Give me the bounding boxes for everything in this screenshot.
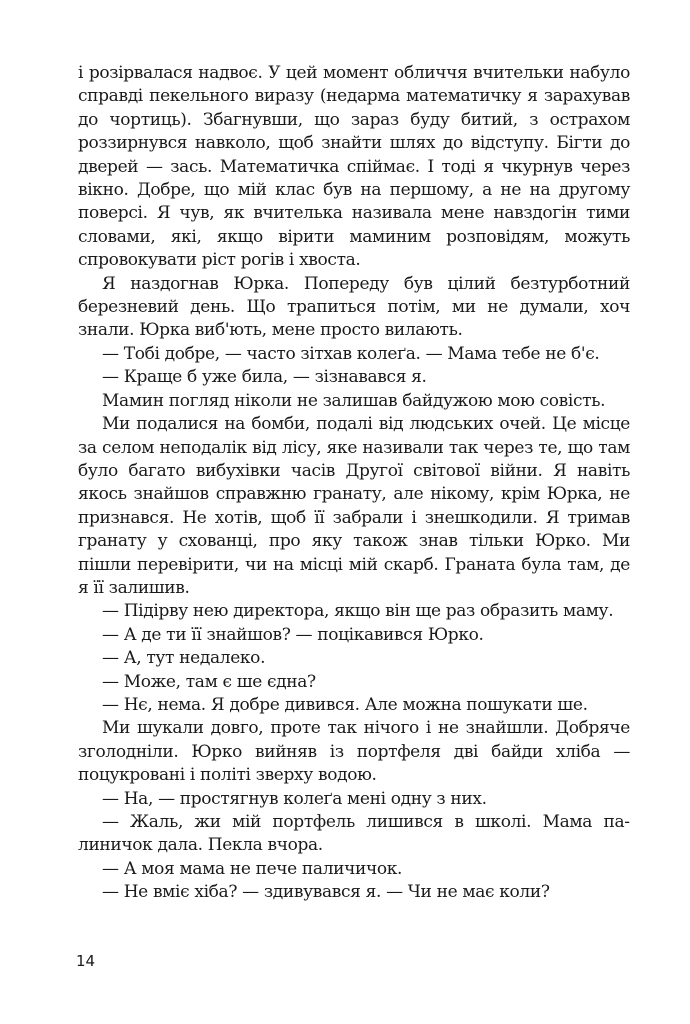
page-number: 14 [76,952,96,970]
dialogue-line-3: — Підірву нею директора, якщо він ще раз образить маму. [102,601,614,622]
paragraph-2: Я наздогнав Юрка. Попереду був цілий безтурботний березневий день. Що трапиться потім, ми не думали, хоч знали. Юрка виб'ють, мене просто вилають. [78,273,630,341]
dialogue-line-6: — Може, там є ше єдна? [102,671,316,692]
paragraph-3: Мамин погляд ніколи не залишав байдужою мою совість. [102,390,606,411]
page-body [78,62,630,905]
dialogue-line-5: — А, тут недалеко. [102,648,266,669]
paragraph-1: і розірвалася надвоє. У цей момент обличчя вчительки набуло справді пекельного виразу (недарма математичку я зарахував до чортиць). Збагнувши, що зараз буду битий, з острахом роззирнувся навколо, щоб знайти шлях до відступу. Бігти до дверей — зась. Математичка спіймає. І тоді я чкурнув через вікно. Добре, що мій клас був на першому, а не на другому поверсі. Я чув, як вчителька називала мене навздогін тими словами, які, якщо вірити маминим розповідям, можуть спровокувати ріст рогів і хвоста. [78,63,630,271]
dialogue-line-4: — А де ти її знайшов? — поцікавився Юрко. [102,624,484,645]
dialogue-line-7: — Нє, нема. Я добре дивився. Але можна пошукати ше. [102,694,588,715]
dialogue-line-2: — Краще б уже била, — зізнавався я. [102,367,427,388]
dialogue-line-9: — Жаль, жи мій портфель лишився в школі. Мама палиничок дала. Пекла вчора. [78,812,630,856]
paragraph-5: Ми шукали довго, проте так нічого і не знайшли. Добряче зголодніли. Юрко вийняв із портфеля дві байди хліба — поцукровані і політі зверху водою. [78,718,630,786]
dialogue-line-11: — Не вміє хіба? — здивувався я. — Чи не має коли? [102,882,550,903]
dialogue-line-10: — А моя мама не пече паличичок. [102,858,403,879]
dialogue-line-8: — На, — простягнув колеґа мені одну з них. [102,788,487,809]
dialogue-line-1: — Тобі добре, — часто зітхав колеґа. — Мама тебе не б'є. [102,343,600,364]
paragraph-4: Ми подалися на бомби, подалі від людських очей. Це місце за селом неподалік від лісу, яке називали так через те, що там було багато вибухівки часів Другої світової війни. Я навіть якось знайшов справжню гранату, але нікому, крім Юрка, не признався. Не хотів, щоб її забрали і знешкодили. Я тримав гранату у схованці, про яку також знав тільки Юрко. Ми пішли перевірити, чи на місці мій скарб. Граната була там, де я її залишив. [78,414,630,598]
